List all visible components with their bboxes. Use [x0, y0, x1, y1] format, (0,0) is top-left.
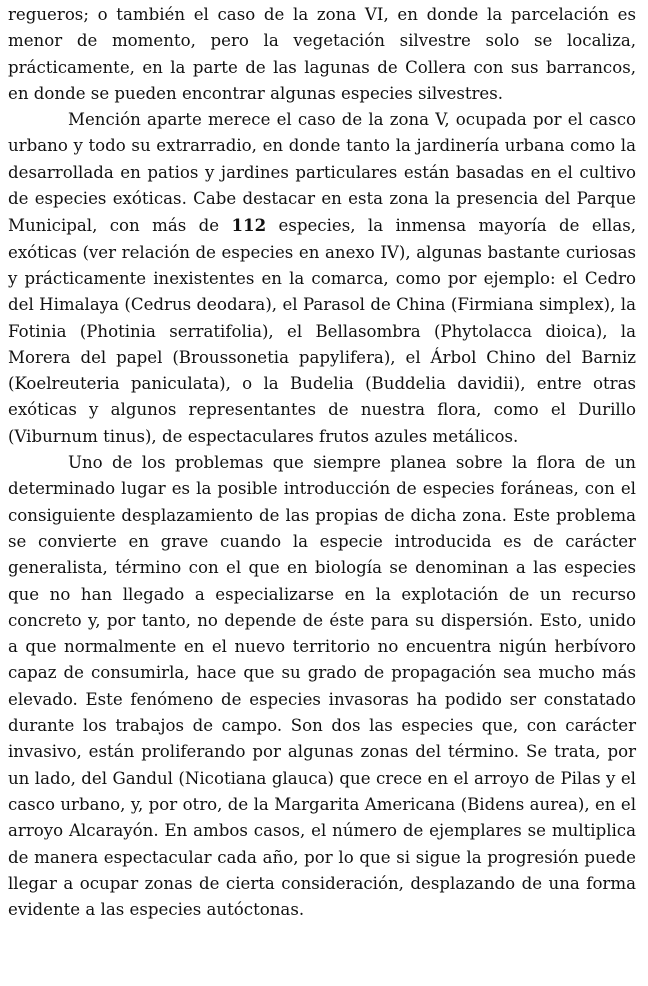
paragraph-zona-v-text-end: especies, la inmensa mayoría de ellas, exóticas (ver relación de especies en anexo IV), algunas bastante curiosas y prácticamente inexistentes en la comarca, como por ejemplo: el Cedro del Himalaya (Cedrus deodara), el Parasol de China (Firmiana simplex), la Fotinia (Photinia serratifolia), el Bellasombra (Phytolacca dioica), la Morera del papel (Broussonetia papylifera), el Árbol Chino del Barniz (Koelreuteria paniculata), o la Budelia (Buddelia davidii), entre otras exóticas y algunos representantes de nuestra flora, como el Durillo (Viburnum tinus), de espectaculares frutos azules metálicos. [8, 216, 637, 446]
paragraph-continued: regueros; o también el caso de la zona VI, en donde la parcelación es menor de momento, pero la vegetación silvestre solo se localiza, prácticamente, en la parte de las lagunas de Collera con sus barrancos, en donde se pueden encontrar algunas especies silvestres. [8, 5, 636, 103]
paragraph-invasive-species: Uno de los problemas que siempre planea sobre la flora de un determinado lugar es la posible introducción de especies foráneas, con el consiguiente desplazamiento de las propias de dicha zona. Este problema se convierte en grave cuando la especie introducida es de carácter generalista, término con el que en biología se denominan a las especies que no han llegado a especializarse en la explotación de un recurso concreto y, por tanto, no depende de éste para su dispersión. Esto, unido a que normalmente en el nuevo territorio no encuentra nigún herbívoro capaz de consumirla, hace que su grado de propagación sea mucho más elevado. Este fenómeno de especies invasoras ha podido ser constatado durante los trabajos de campo. Son dos las especies que, con carácter invasivo, están proliferando por algunas zonas del término. Se trata, por un lado, del Gandul (Nicotiana glauca) que crece en el arroyo de Pilas y el casco urbano, y, por otro, de la Margarita Americana (Bidens aurea), en el arroyo Alcarayón. En ambos casos, el número de ejemplares se multiplica de manera espectacular cada año, por lo que si sigue la progresión puede llegar a ocupar zonas de cierta consideración, desplazando de una forma evidente a las especies autóctonas. [8, 453, 636, 920]
paragraph-zona-v-text-start: Mención aparte merece el caso de la zona V, ocupada por el casco urbano y todo su extrarradio, en donde tanto la jardinería urbana como la desarrollada en patios y jardines particulares están basadas en el cultivo de especies exóticas. Cabe destacar en esta zona la presencia del Parque Municipal, con más de [8, 110, 636, 236]
document-page [8, 0, 636, 986]
paragraph-zona-v [8, 107, 636, 450]
species-count: 112 [231, 215, 267, 236]
